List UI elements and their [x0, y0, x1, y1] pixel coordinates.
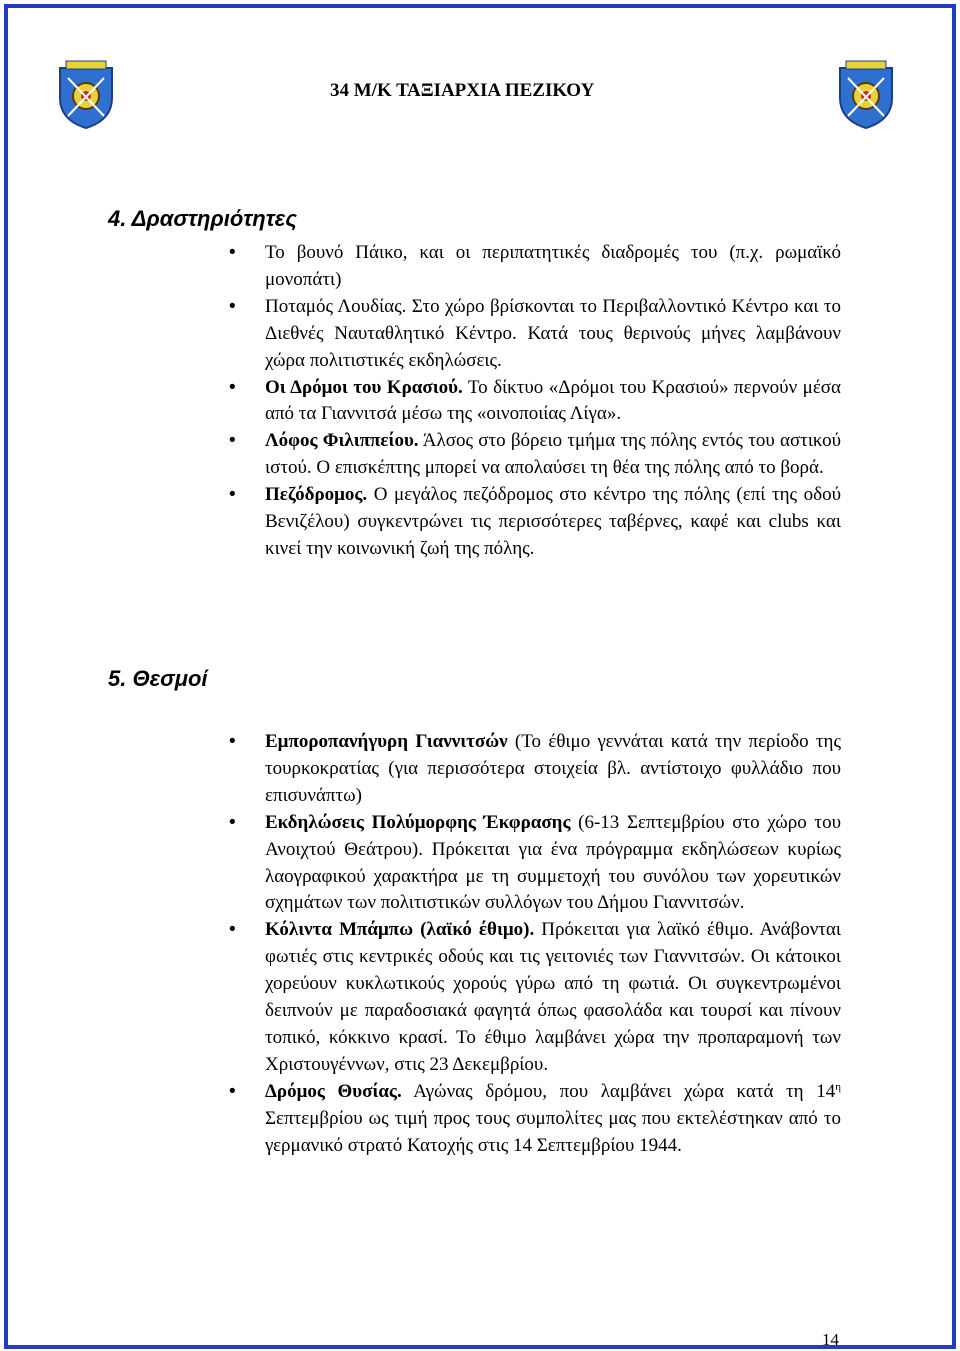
list-item: • Εκδηλώσεις Πολύμορφης Έκφρασης (6-13 Σεπτεμβρίου στο χώρο του Ανοιχτού Θεάτρου). Πρόκειται για ένα πρόγραμμα εκδηλώσεων κυρίως λαογραφικού χαρακτήρα με τη συμμετοχή του συνόλου των χορευτικών σχημάτων των πολιτιστικών συλλόγων του Δήμου Γιαννιτσών. — [265, 810, 841, 918]
item-label: Οι Δρόμοι του Κρασιού. — [265, 376, 463, 398]
item-label: Δρόμος Θυσίας. — [265, 1080, 402, 1102]
list-item: • Εμποροπανήγυρη Γιαννιτσών (Το έθιμο γεννάται κατά την περίοδο της τουρκοκρατίας (για περισσότερα στοιχεία βλ. αντίστοιχο φυλλάδιο που επισυνάπτω) — [265, 729, 841, 810]
section-heading-activities: 4. Δραστηριότητες — [108, 206, 297, 231]
list-item: • Πεζόδρομος. Ο μεγάλος πεζόδρομος στο κέντρο της πόλης (επί της οδού Βενιζέλου) συγκεντρώνει τις περισσότερες ταβέρνες, καφέ και clubs και κινεί την κοινωνική ζωή της πόλης. — [265, 482, 841, 563]
item-label: Πεζόδρομος. — [265, 484, 368, 506]
list-item: • Λόφος Φιλιππείου. Άλσος στο βόρειο τμήμα της πόλης εντός του αστικού ιστού. Ο επισκέπτης μπορεί να απολαύσει τη θέα της πόλης από το βορά. — [265, 428, 841, 482]
list-item: • Οι Δρόμοι του Κρασιού. Το δίκτυο «Δρόμοι του Κρασιού» περνούν μέσα από τα Γιαννιτσά μέσω της «οινοποιίας Λίγα». — [265, 375, 841, 429]
list-item: • Το βουνό Πάικο, και οι περιπατητικές διαδρομές του (π.χ. ρωμαϊκό μονοπάτι) — [265, 240, 841, 294]
brigade-emblem-right-icon — [836, 58, 896, 130]
brigade-emblem-left-icon — [56, 58, 116, 130]
institutions-list — [265, 729, 841, 1160]
list-item: • Κόλιντα Μπάμπω (λαϊκό έθιμο). Πρόκειται για λαϊκό έθιμο. Ανάβονται φωτιές στις κεντρικές οδούς και τις γειτονιές των Γιαννιτσών. Οι κάτοικοι χορεύουν κυκλωτικούς χορούς γύρω από τη φωτιά. Οι συγκεντρωμένοι δειπνούν με παραδοσιακά φαγητά όπως φασολάδα και τουρσί και πίνουν τοπικό, κόκκινο κρασί. Το έθιμο λαμβάνει χώρα την προπαραμονή των Χριστουγέννων, στις 23 Δεκεμβρίου. — [265, 917, 841, 1078]
item-label: Κόλιντα Μπάμπω (λαϊκό έθιμο). — [265, 919, 535, 941]
section-heading-institutions: 5. Θεσμοί — [108, 666, 208, 691]
activities-list — [265, 240, 841, 563]
item-label: Εμποροπανήγυρη Γιαννιτσών — [265, 731, 508, 752]
item-label: Εκδηλώσεις Πολύμορφης Έκφρασης — [265, 811, 571, 833]
list-item: • Δρόμος Θυσίας. Αγώνας δρόμου, που λαμβάνει χώρα κατά τη $14^\eta$ Σεπτεμβρίου ως τιμή προς τους συμπολίτες μας που εκτελέστηκαν από το γερμανικό στρατό Κατοχής στις 14 Σεπτεμβρίου 1944. — [265, 1079, 841, 1160]
page-number: 14 — [822, 1330, 839, 1349]
list-item: • Ποταμός Λουδίας. Στο χώρο βρίσκονται το Περιβαλλοντικό Κέντρο και το Διεθνές Ναυταθλητικό Κέντρο. Κατά τους θερινούς μήνες λαμβάνουν χώρα πολιτιστικές εκδηλώσεις. — [265, 294, 841, 375]
header-title: 34 Μ/Κ ΤΑΞΙΑΡΧΙΑ ΠΕΖΙΚΟΥ — [330, 80, 595, 101]
item-label: Λόφος Φιλιππείου. — [265, 430, 419, 452]
